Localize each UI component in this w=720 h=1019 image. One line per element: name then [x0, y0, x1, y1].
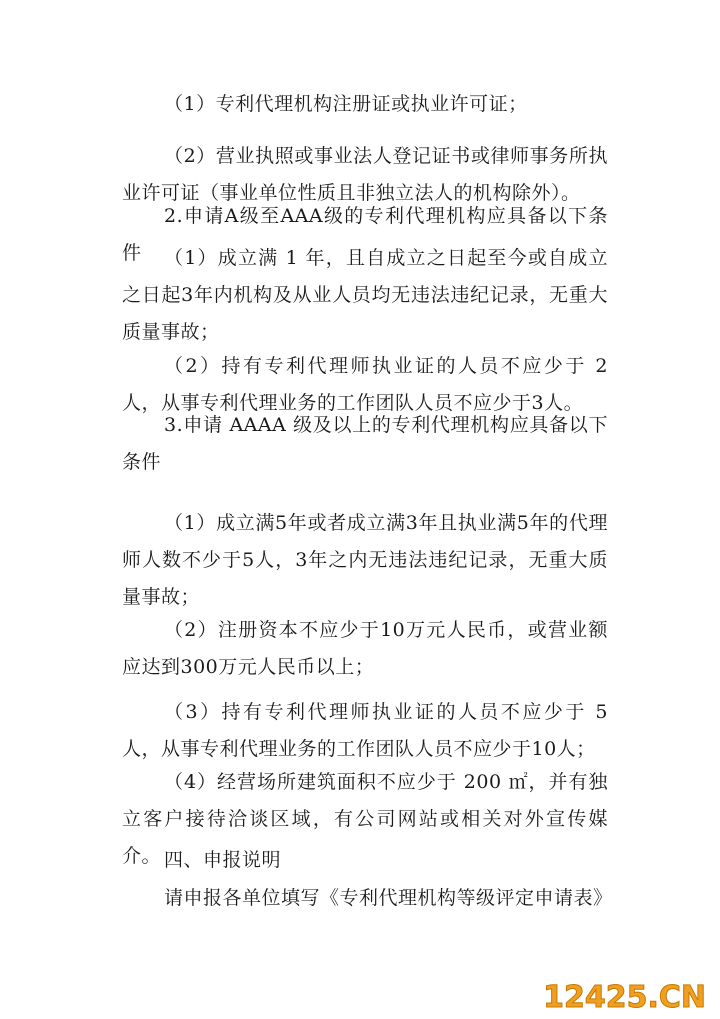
- paragraph-declaration-instruction: 请申报各单位填写《专利代理机构等级评定申请表》: [164, 887, 613, 909]
- section-heading-aaaa: 3.申请 AAAA 级及以上的专利代理机构应具备以下条件: [122, 414, 608, 473]
- paragraph-requirement-2: （2）营业执照或事业法人登记证书或律师事务所执业许可证（事业单位性质且非独立法人的机构除外）。: [122, 145, 608, 204]
- paragraph-aaaa-condition-2: （2）注册资本不应少于10万元人民币，或营业额应达到300万元人民币以上；: [122, 619, 608, 678]
- section-heading-declaration: 四、申报说明: [164, 849, 282, 871]
- paragraph-aaaa-condition-3: （3）持有专利代理师执业证的人员不应少于 5 人，从事专利代理业务的工作团队人员不应少于10人；: [122, 701, 608, 760]
- paragraph-aaaa-condition-1: （1）成立满5年或者成立满3年且执业满5年的代理师人数不少于5人，3年之内无违法违纪记录，无重大质量事故；: [122, 512, 608, 608]
- paragraph-a-condition-1: （1）成立满 1 年，且自成立之日起至今或自成立之日起3年内机构及从业人员均无违法违纪记录，无重大质量事故；: [122, 247, 608, 343]
- site-watermark: 12425.CN: [543, 980, 706, 1015]
- paragraph-requirement-1: （1）专利代理机构注册证或执业许可证；: [164, 93, 528, 115]
- paragraph-aaaa-condition-4: （4）经营场所建筑面积不应少于 200 ㎡，并有独立客户接待洽谈区域，有公司网站或相关对外宣传媒介。: [122, 771, 608, 867]
- section-heading-a-to-aaa: 2.申请A级至AAA级的专利代理机构应具备以下条件: [122, 205, 608, 264]
- paragraph-a-condition-2: （2）持有专利代理师执业证的人员不应少于 2 人，从事专利代理业务的工作团队人员不应少于3人。: [122, 355, 608, 414]
